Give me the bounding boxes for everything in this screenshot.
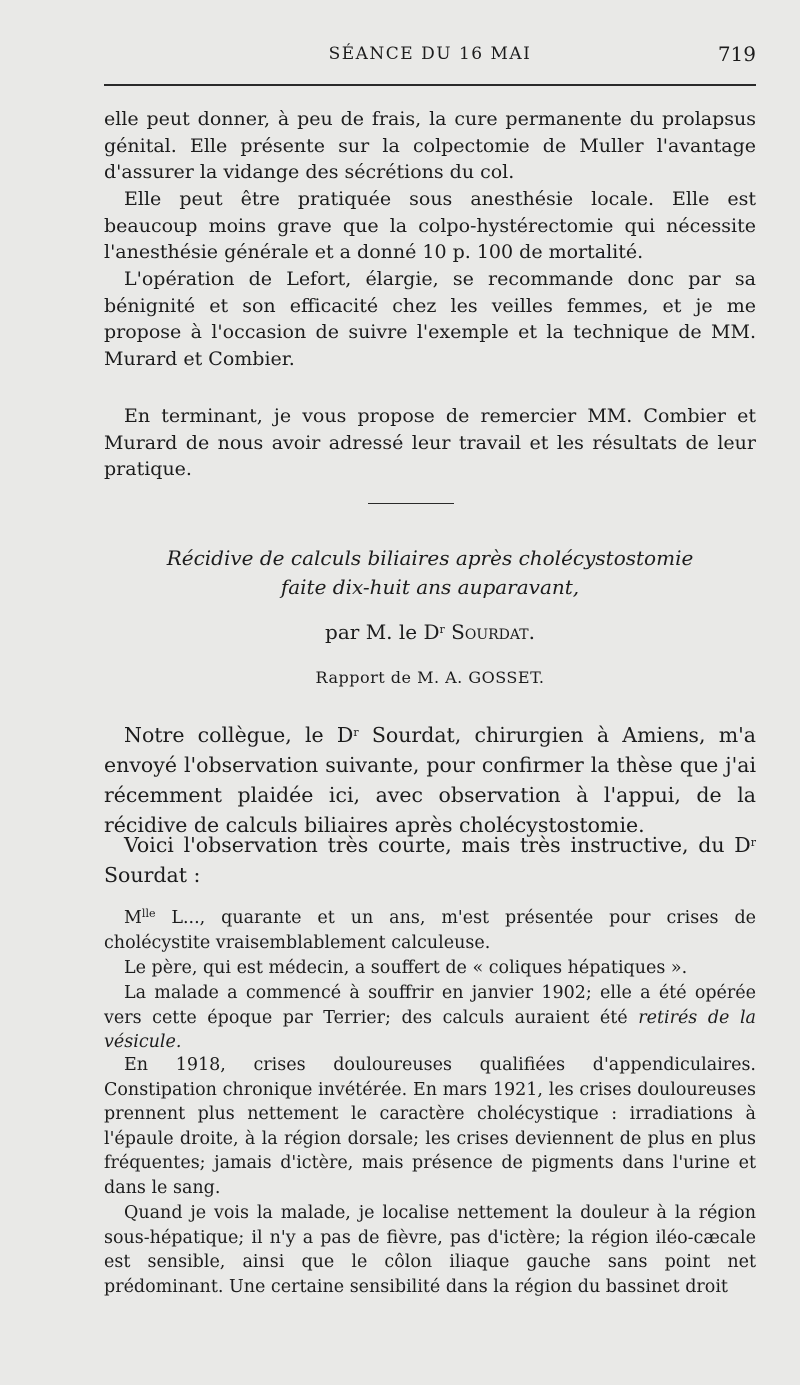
obs-p1-start: M: [124, 908, 142, 928]
observation-paragraph-2: Le père, qui est médecin, a souffert de « coliques hépatiques ».: [124, 958, 688, 978]
intro-paragraph-4: En terminant, je vous propose de remercier MM. Combier et Murard de nous avoir adressé leur travail et les résultats de leur pratique.: [104, 405, 756, 480]
observation-paragraph-5: Quand je vois la malade, je localise nettement la douleur à la région sous-hépatique; il n'y a pas de fièvre, pas d'ictère; la région iléo-cæcale est sensible, ainsi que le côlon iliaque gauche sans point net prédominant. Une certaine sensibilité dans la région du bassinet droit: [104, 1203, 756, 1297]
observation-paragraph-1: [104, 906, 756, 955]
obs-p1-sup: lle: [141, 907, 156, 920]
report-line: Rapport de M. A. GOSSET.: [315, 668, 545, 687]
obs-p1-rest: L..., quarante et un ans, m'est présentée pour crises de cholécystite vraisemblablement calculeuse.: [104, 908, 756, 953]
author-name: Sourdat.: [451, 620, 535, 644]
report-paragraph-1: [104, 720, 756, 840]
observation-paragraph-4: En 1918, crises douloureuses qualifiées d'appendiculaires. Constipation chronique invétérée. En mars 1921, les crises douloureuses prennent plus nettement le caractère cholécystique : irradiations à l'épaule droite, à la région dorsale; les crises deviennent de plus en plus fréquentes; jamais d'ictère, mais présence de pigments dans l'urine et dans le sang.: [104, 1055, 756, 1198]
report-p2-start: Voici l'observation très courte, mais très instructive, du D: [124, 833, 751, 857]
article-title-line-1: Récidive de calculs biliaires après cholécystostomie: [166, 546, 694, 570]
report-paragraph-2: [104, 830, 756, 890]
byline-sup: r: [439, 623, 445, 636]
section-separator: [368, 503, 454, 504]
obs-p3-italic: retirés de la vésicule.: [104, 1007, 756, 1052]
obs-p3-start: La malade a commencé à souffrir en janvier 1902; elle a été opérée vers cette époque par Terrier; des calculs auraient été: [104, 983, 756, 1028]
byline-prefix: par M. le D: [325, 620, 440, 644]
running-title: SÉANCE DU 16 MAI: [328, 44, 532, 64]
report-p2-sup: r: [750, 836, 756, 849]
report-p1-start: Notre collègue, le D: [124, 723, 354, 747]
report-p1-rest: Sourdat, chirurgien à Amiens, m'a envoyé l'observation suivante, pour confirmer la thèse que j'ai récemment plaidée ici, avec observation à l'appui, de la récidive de calculs biliaires après cholécystostomie.: [104, 723, 756, 837]
header-rule: [104, 84, 756, 86]
article-byline: [104, 620, 756, 644]
intro-paragraph-1: elle peut donner, à peu de frais, la cure permanente du prolapsus génital. Elle présente sur la colpectomie de Muller l'avantage d'assurer la vidange des sécrétions du col.: [104, 108, 756, 183]
intro-paragraph-3: L'opération de Lefort, élargie, se recommande donc par sa bénignité et son efficacité chez les veilles femmes, et je me propose à l'occasion de suivre l'exemple et la technique de MM. Murard et Combier.: [104, 268, 756, 370]
intro-paragraph-2: Elle peut être pratiquée sous anesthésie locale. Elle est beaucoup moins grave que la colpo-hystérectomie qui nécessite l'anesthésie générale et a donné 10 p. 100 de mortalité.: [104, 188, 756, 263]
page-header: [104, 44, 756, 74]
report-p2-rest: Sourdat :: [104, 863, 201, 887]
page-number: 719: [717, 42, 756, 66]
report-p1-sup: r: [353, 726, 359, 739]
observation-paragraph-3: [104, 981, 756, 1055]
article-title-line-2: faite dix-huit ans auparavant,: [280, 575, 580, 599]
